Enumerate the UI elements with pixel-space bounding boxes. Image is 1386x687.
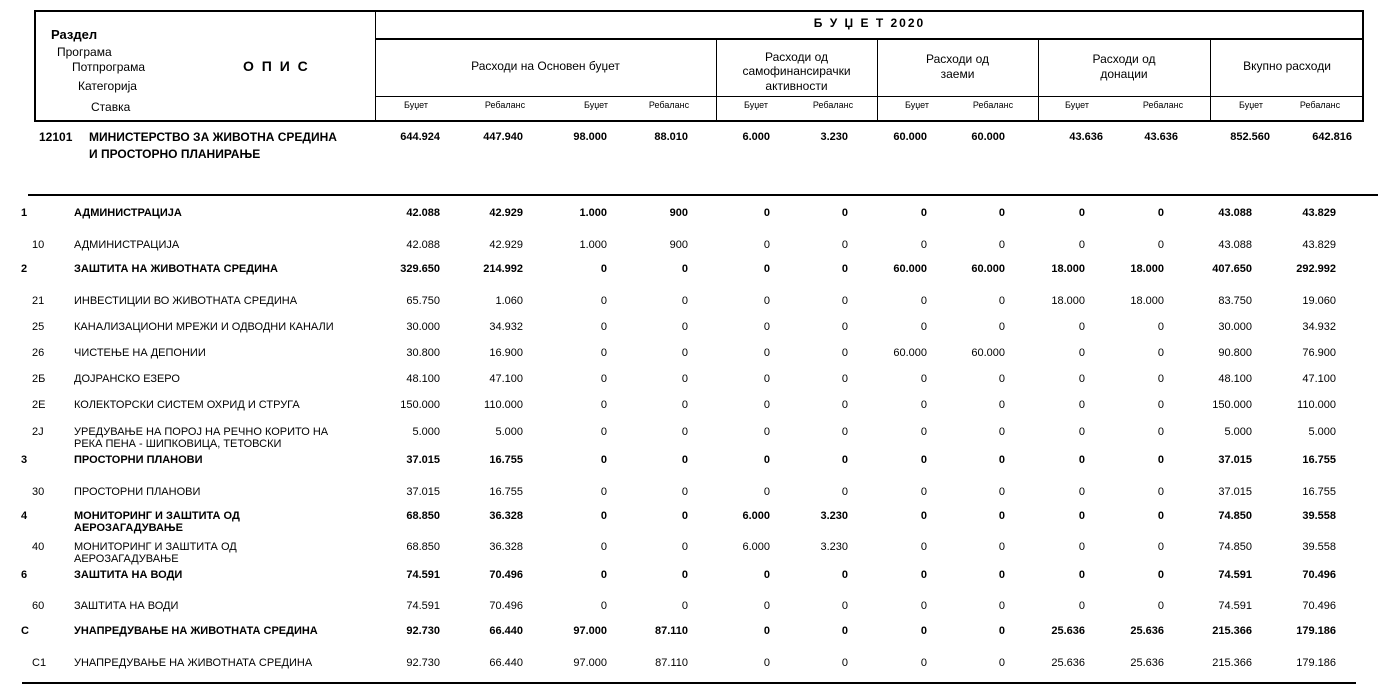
row-value: 215.366: [1212, 657, 1252, 669]
row-value: 74.850: [1218, 541, 1252, 553]
row-description: МОНИТОРИНГ И ЗАШТИТА ОД: [74, 510, 240, 522]
ministry-value: 60.000: [893, 131, 927, 143]
row-value: 16.755: [489, 454, 523, 466]
row-value: 0: [1157, 321, 1164, 333]
row-value: 0: [841, 399, 848, 411]
row-value: 0: [1078, 373, 1085, 385]
row-value: 0: [998, 399, 1005, 411]
row-value: 66.440: [489, 657, 523, 669]
table-bottom-border: [22, 682, 1356, 684]
row-value: 5.000: [1308, 426, 1336, 438]
row-value: 5.000: [1224, 426, 1252, 438]
row-code: 60: [32, 600, 45, 612]
row-value: 0: [600, 510, 607, 522]
header-razdel: Раздел: [51, 27, 98, 42]
header-divider: [375, 96, 1364, 97]
row-description: ЗАШТИТА НА ВОДИ: [74, 569, 183, 581]
row-value: 37.015: [1218, 486, 1252, 498]
row-value: 0: [841, 373, 848, 385]
row-value: 47.100: [1302, 373, 1336, 385]
subheader-budget: Буџет: [904, 100, 929, 110]
row-value: 0: [681, 295, 688, 307]
row-value: 0: [763, 625, 770, 637]
subheader-budget: Буџет: [743, 100, 768, 110]
subheader-budget: Буџет: [1064, 100, 1089, 110]
row-value: 0: [681, 263, 688, 275]
row-value: 0: [841, 426, 848, 438]
row-value: 42.088: [406, 239, 440, 251]
group-label-vkupno: Вкупно расходи: [1243, 59, 1331, 73]
row-value: 0: [1078, 454, 1085, 466]
row-description: КОЛЕКТОРСКИ СИСТЕМ ОХРИД И СТРУГА: [74, 399, 300, 411]
row-value: 39.558: [1302, 510, 1336, 522]
row-value: 0: [1078, 399, 1085, 411]
header-divider: [877, 39, 878, 122]
row-value: 5.000: [412, 426, 440, 438]
row-value: 1.000: [579, 207, 607, 219]
row-value: 43.829: [1302, 239, 1336, 251]
ministry-value: 88.010: [654, 131, 688, 143]
header-stavka: Ставка: [91, 100, 131, 114]
row-value: 18.000: [1051, 263, 1085, 275]
row-value: 0: [600, 321, 607, 333]
subheader-rebalans: Ребаланс: [648, 100, 690, 110]
row-code: 26: [32, 347, 45, 359]
row-value: 0: [763, 600, 770, 612]
row-value: 65.750: [406, 295, 440, 307]
row-value: 0: [841, 625, 848, 637]
row-value: 0: [600, 486, 607, 498]
row-value: 0: [763, 295, 770, 307]
row-value: 42.929: [489, 207, 523, 219]
header-programa: Програма: [57, 45, 112, 59]
row-description: УНАПРЕДУВАЊЕ НА ЖИВОТНАТА СРЕДИНА: [74, 657, 313, 669]
ministry-name: МИНИСТЕРСТВО ЗА ЖИВОТНА СРЕДИНА: [89, 130, 337, 144]
row-value: 0: [998, 454, 1005, 466]
row-value: 37.015: [406, 486, 440, 498]
row-value: 110.000: [1297, 399, 1336, 411]
row-value: 0: [1157, 239, 1164, 251]
row-value: 0: [681, 454, 688, 466]
ministry-name: И ПРОСТОРНО ПЛАНИРАЊЕ: [89, 147, 261, 161]
row-description: ЗАШТИТА НА ЖИВОТНАТА СРЕДИНА: [74, 263, 278, 275]
row-value: 25.636: [1051, 625, 1085, 637]
row-code: 21: [32, 295, 45, 307]
header-divider: [1038, 39, 1039, 122]
row-code: C1: [32, 657, 47, 669]
row-value: 0: [998, 321, 1005, 333]
row-value: 70.496: [1302, 600, 1336, 612]
row-code: C: [21, 625, 29, 637]
row-value: 39.558: [1302, 541, 1336, 553]
header-divider: [375, 38, 1364, 40]
row-value: 0: [763, 263, 770, 275]
row-description: ЧИСТЕЊЕ НА ДЕПОНИИ: [74, 347, 206, 359]
row-value: 18.000: [1051, 295, 1085, 307]
row-value: 0: [763, 657, 770, 669]
row-value: 0: [1157, 399, 1164, 411]
row-value: 0: [763, 321, 770, 333]
ministry-value: 644.924: [400, 131, 440, 143]
row-value: 25.636: [1130, 625, 1164, 637]
row-value: 74.591: [1218, 600, 1252, 612]
row-value: 60.000: [971, 347, 1005, 359]
row-value: 92.730: [406, 657, 440, 669]
row-description: УРЕДУВАЊЕ НА ПОРОЈ НА РЕЧНО КОРИТО НА: [74, 426, 329, 438]
row-code: 40: [32, 541, 45, 553]
ministry-value: 6.000: [742, 131, 770, 143]
row-value: 87.110: [654, 625, 688, 637]
row-value: 60.000: [971, 263, 1005, 275]
row-value: 1.000: [579, 239, 607, 251]
row-value: 42.088: [406, 207, 440, 219]
row-description: УНАПРЕДУВАЊЕ НА ЖИВОТНАТА СРЕДИНА: [74, 625, 318, 637]
row-value: 0: [763, 239, 770, 251]
row-value: 48.100: [406, 373, 440, 385]
row-value: 0: [763, 207, 770, 219]
row-description: МОНИТОРИНГ И ЗАШТИТА ОД: [74, 541, 237, 553]
row-value: 0: [681, 541, 688, 553]
row-value: 0: [1078, 239, 1085, 251]
row-value: 0: [998, 569, 1005, 581]
row-value: 0: [1078, 569, 1085, 581]
row-value: 83.750: [1218, 295, 1252, 307]
row-code: 30: [32, 486, 45, 498]
group-label-donacii: Расходи од: [1092, 52, 1156, 66]
row-value: 70.496: [1302, 569, 1336, 581]
row-value: 0: [920, 239, 927, 251]
row-value: 0: [1078, 600, 1085, 612]
row-value: 0: [681, 321, 688, 333]
row-code: 3: [21, 454, 28, 466]
row-value: 0: [681, 373, 688, 385]
ministry-value: 642.816: [1312, 131, 1352, 143]
section-divider: [28, 194, 1378, 196]
ministry-value: 852.560: [1230, 131, 1270, 143]
ministry-value: 98.000: [573, 131, 607, 143]
row-value: 25.636: [1130, 657, 1164, 669]
row-value: 0: [600, 295, 607, 307]
row-value: 0: [763, 486, 770, 498]
row-description: АДМИНИСТРАЦИЈА: [74, 239, 180, 251]
budget-title: Б У Џ Е Т 2020: [813, 16, 926, 30]
row-value: 74.591: [406, 569, 440, 581]
row-code: 2Ј: [32, 426, 44, 438]
row-value: 179.186: [1296, 657, 1336, 669]
row-value: 74.850: [1218, 510, 1252, 522]
row-value: 0: [681, 486, 688, 498]
row-description: ЗАШТИТА НА ВОДИ: [74, 600, 179, 612]
row-value: 0: [1157, 486, 1164, 498]
row-description: ИНВЕСТИЦИИ ВО ЖИВОТНАТА СРЕДИНА: [74, 295, 298, 307]
row-value: 42.929: [489, 239, 523, 251]
row-value: 0: [1157, 600, 1164, 612]
row-value: 0: [600, 263, 607, 275]
row-value: 329.650: [400, 263, 440, 275]
group-label-samofin: активности: [765, 79, 828, 93]
subheader-budget: Буџет: [403, 100, 428, 110]
row-value: 0: [1078, 321, 1085, 333]
row-value: 60.000: [893, 347, 927, 359]
row-value: 36.328: [489, 541, 523, 553]
row-value: 97.000: [573, 625, 607, 637]
row-value: 74.591: [406, 600, 440, 612]
row-description: АЕРОЗАГАДУВАЊЕ: [74, 553, 179, 565]
row-value: 0: [998, 541, 1005, 553]
row-value: 0: [920, 657, 927, 669]
row-value: 36.328: [489, 510, 523, 522]
row-value: 0: [920, 373, 927, 385]
row-value: 0: [763, 454, 770, 466]
row-description: ДОЈРАНСКО ЕЗЕРО: [74, 373, 180, 385]
row-value: 0: [1078, 207, 1085, 219]
row-code: 2Б: [32, 373, 46, 385]
row-value: 37.015: [1218, 454, 1252, 466]
row-value: 34.932: [489, 321, 523, 333]
group-label-samofin: Расходи од: [764, 50, 828, 64]
row-value: 0: [1078, 510, 1085, 522]
subheader-rebalans: Ребаланс: [1142, 100, 1184, 110]
row-value: 18.000: [1130, 263, 1164, 275]
row-value: 110.000: [484, 399, 523, 411]
row-value: 16.755: [1302, 454, 1336, 466]
row-value: 0: [841, 454, 848, 466]
row-value: 19.060: [1302, 295, 1336, 307]
row-value: 0: [763, 373, 770, 385]
row-value: 66.440: [489, 625, 523, 637]
row-value: 0: [998, 625, 1005, 637]
ministry-value: 447.940: [483, 131, 523, 143]
row-value: 0: [998, 207, 1005, 219]
row-value: 150.000: [400, 399, 440, 411]
ministry-value: 3.230: [820, 131, 848, 143]
row-description: ПРОСТОРНИ ПЛАНОВИ: [74, 486, 201, 498]
row-value: 0: [600, 399, 607, 411]
row-value: 43.088: [1218, 239, 1252, 251]
row-value: 0: [1157, 207, 1164, 219]
row-description: РЕКА ПЕНА - ШИПКОВИЦА, ТЕТОВСКИ: [74, 438, 282, 450]
row-value: 407.650: [1212, 263, 1252, 275]
row-value: 0: [920, 625, 927, 637]
row-value: 215.366: [1212, 625, 1252, 637]
row-value: 0: [1157, 347, 1164, 359]
row-value: 0: [920, 486, 927, 498]
row-description: АЕРОЗАГАДУВАЊЕ: [74, 522, 183, 534]
row-value: 0: [681, 569, 688, 581]
row-value: 0: [600, 347, 607, 359]
row-value: 30.000: [1218, 321, 1252, 333]
row-description: АДМИНИСТРАЦИЈА: [74, 207, 182, 219]
row-value: 179.186: [1296, 625, 1336, 637]
row-value: 1.060: [495, 295, 523, 307]
row-code: 4: [21, 510, 28, 522]
row-value: 0: [998, 600, 1005, 612]
row-description: ПРОСТОРНИ ПЛАНОВИ: [74, 454, 203, 466]
row-value: 0: [1157, 426, 1164, 438]
subheader-rebalans: Ребаланс: [1299, 100, 1341, 110]
row-value: 0: [600, 454, 607, 466]
header-kategorija: Категорија: [78, 79, 137, 93]
row-value: 0: [1157, 454, 1164, 466]
row-value: 0: [998, 657, 1005, 669]
row-value: 0: [763, 426, 770, 438]
row-value: 0: [681, 399, 688, 411]
ministry-value: 43.636: [1144, 131, 1178, 143]
row-value: 0: [763, 347, 770, 359]
row-description: КАНАЛИЗАЦИОНИ МРЕЖИ И ОДВОДНИ КАНАЛИ: [74, 321, 334, 333]
row-value: 0: [998, 486, 1005, 498]
row-value: 43.088: [1218, 207, 1252, 219]
row-value: 3.230: [820, 541, 848, 553]
row-value: 0: [763, 569, 770, 581]
row-value: 0: [841, 239, 848, 251]
row-value: 0: [998, 510, 1005, 522]
row-value: 0: [841, 657, 848, 669]
header-divider: [1210, 39, 1211, 122]
group-label-samofin: самофинансирачки: [742, 64, 851, 78]
row-value: 3.230: [820, 510, 848, 522]
row-value: 30.000: [406, 321, 440, 333]
row-value: 0: [1157, 373, 1164, 385]
row-value: 37.015: [406, 454, 440, 466]
row-value: 0: [841, 321, 848, 333]
row-value: 0: [920, 510, 927, 522]
row-value: 0: [920, 295, 927, 307]
subheader-budget: Буџет: [1238, 100, 1263, 110]
subheader-budget: Буџет: [583, 100, 608, 110]
row-value: 0: [998, 239, 1005, 251]
row-value: 48.100: [1218, 373, 1252, 385]
row-value: 0: [1078, 486, 1085, 498]
row-value: 0: [600, 373, 607, 385]
row-value: 76.900: [1302, 347, 1336, 359]
row-code: 1: [21, 207, 28, 219]
row-value: 34.932: [1302, 321, 1336, 333]
row-value: 0: [841, 207, 848, 219]
subheader-rebalans: Ребаланс: [812, 100, 854, 110]
row-value: 214.992: [483, 263, 523, 275]
subheader-rebalans: Ребаланс: [972, 100, 1014, 110]
row-value: 74.591: [1218, 569, 1252, 581]
row-code: 2Е: [32, 399, 46, 411]
header-opis: О П И С: [243, 58, 310, 74]
row-value: 68.850: [406, 510, 440, 522]
row-value: 0: [1157, 510, 1164, 522]
row-value: 5.000: [495, 426, 523, 438]
row-value: 0: [600, 541, 607, 553]
row-code: 25: [32, 321, 45, 333]
row-value: 900: [669, 239, 688, 251]
row-value: 0: [681, 347, 688, 359]
row-value: 30.800: [406, 347, 440, 359]
row-code: 10: [32, 239, 45, 251]
row-value: 0: [1078, 426, 1085, 438]
row-value: 0: [600, 600, 607, 612]
row-value: 0: [600, 569, 607, 581]
group-label-zaemi: Расходи од: [925, 52, 989, 66]
row-value: 0: [841, 569, 848, 581]
row-value: 60.000: [893, 263, 927, 275]
ministry-code: 12101: [39, 130, 73, 144]
row-value: 47.100: [489, 373, 523, 385]
row-value: 0: [841, 486, 848, 498]
row-value: 0: [920, 454, 927, 466]
row-value: 0: [681, 600, 688, 612]
row-value: 92.730: [406, 625, 440, 637]
row-value: 16.755: [489, 486, 523, 498]
header-potprograma: Потпрограма: [72, 60, 146, 74]
ministry-value: 60.000: [971, 131, 1005, 143]
row-value: 0: [841, 263, 848, 275]
row-value: 0: [920, 541, 927, 553]
row-value: 0: [920, 321, 927, 333]
row-code: 6: [21, 569, 28, 581]
row-value: 0: [841, 600, 848, 612]
row-value: 97.000: [573, 657, 607, 669]
row-value: 16.900: [489, 347, 523, 359]
row-value: 90.800: [1218, 347, 1252, 359]
row-value: 0: [1157, 569, 1164, 581]
row-value: 0: [763, 399, 770, 411]
ministry-value: 43.636: [1069, 131, 1103, 143]
row-value: 0: [998, 373, 1005, 385]
row-value: 0: [998, 295, 1005, 307]
row-value: 0: [681, 510, 688, 522]
row-value: 0: [600, 426, 607, 438]
row-value: 0: [998, 426, 1005, 438]
row-value: 0: [920, 399, 927, 411]
row-value: 150.000: [1212, 399, 1252, 411]
row-value: 70.496: [489, 569, 523, 581]
row-value: 25.636: [1051, 657, 1085, 669]
group-label-osnoven: Расходи на Основен буџет: [471, 59, 620, 73]
row-value: 87.110: [655, 657, 688, 669]
row-value: 18.000: [1130, 295, 1164, 307]
row-value: 292.992: [1296, 263, 1336, 275]
row-value: 0: [920, 600, 927, 612]
row-value: 0: [841, 295, 848, 307]
subheader-rebalans: Ребаланс: [484, 100, 526, 110]
group-label-donacii: донации: [1100, 67, 1148, 81]
row-value: 0: [920, 426, 927, 438]
row-value: 16.755: [1302, 486, 1336, 498]
row-value: 0: [841, 347, 848, 359]
row-value: 0: [920, 207, 927, 219]
row-value: 68.850: [406, 541, 440, 553]
row-value: 70.496: [489, 600, 523, 612]
row-code: 2: [21, 263, 28, 275]
group-label-zaemi: заеми: [940, 67, 975, 81]
row-value: 0: [1078, 541, 1085, 553]
row-value: 0: [1157, 541, 1164, 553]
row-value: 900: [669, 207, 688, 219]
row-value: 6.000: [742, 541, 770, 553]
row-value: 0: [1078, 347, 1085, 359]
row-value: 0: [681, 426, 688, 438]
row-value: 6.000: [742, 510, 770, 522]
row-value: 0: [920, 569, 927, 581]
row-value: 43.829: [1302, 207, 1336, 219]
